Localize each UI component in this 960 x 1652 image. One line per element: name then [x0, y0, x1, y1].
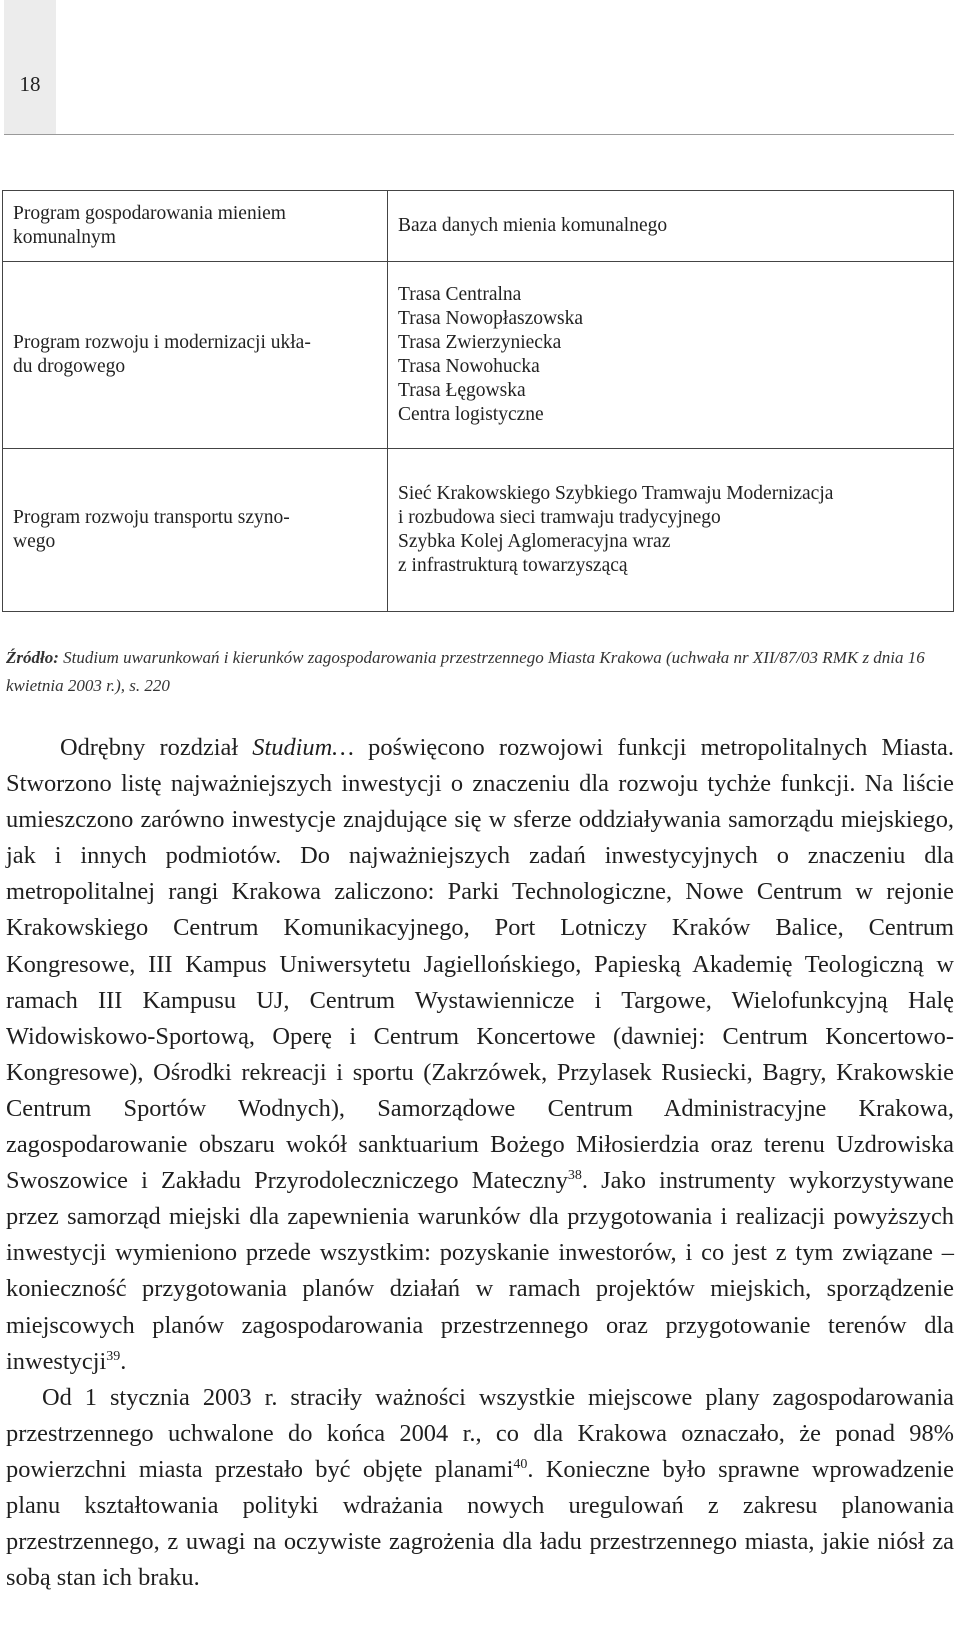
paragraph	[6, 730, 954, 1380]
paragraph-text: . Jako instrumenty wykorzystywane przez samorząd miejski dla zapewnienia warunków dla przygotowania i realizacji powyższych inwestycji wymieniono przede wszystkim: pozyskanie inwestorów, i co jest z tym związane – konieczność przygotowania planów działań w ramach projektów miejskich, sporządzenie miejscowych planów zagospodarowania przestrzennego oraz przygotowanie terenów dla inwestycji	[6, 1167, 954, 1375]
program-line: du drogowego	[13, 356, 126, 377]
items-cell	[388, 262, 954, 449]
item-line: Trasa Nowopłaszowska	[398, 308, 584, 329]
program-line: Program rozwoju i modernizacji ukła-	[13, 332, 311, 353]
item-line: Trasa Nowohucka	[398, 356, 540, 377]
program-line: komunalnym	[13, 227, 116, 248]
paragraph-text: .	[120, 1347, 127, 1375]
footnote-ref[interactable]: 40	[513, 1456, 528, 1472]
paragraph-text: Od 1 stycznia 2003 r. straciły ważności wszystkie miejscowe plany zagospodarowania przestrzennego uchwalone do końca 2004 r., co dla Krakowa oznaczało, że ponad 98% powierzchni miasta przestało być objęte planami	[6, 1383, 954, 1483]
table-row	[3, 449, 954, 612]
item-line: Sieć Krakowskiego Szybkiego Tramwaju Modernizacja	[398, 483, 834, 504]
item-line: Centra logistyczne	[398, 404, 544, 425]
footnote-ref[interactable]: 38	[567, 1168, 582, 1184]
paragraph-text: . Konieczne było sprawne wprowadzenie planu kształtowania polityki wdrażania nowych uregulowań z zakresu planowania przestrzennego, z uwagi na oczywiste zagrożenia dla ładu przestrzennego miasta, jakie niósł za sobą stan ich braku.	[6, 1455, 954, 1592]
header-rule	[4, 134, 954, 135]
item-line: Baza danych mienia komunalnego	[398, 215, 668, 236]
body-text	[6, 730, 954, 1596]
table-row	[3, 191, 954, 262]
item-line: Trasa Łęgowska	[398, 380, 526, 401]
program-line: Program rozwoju transportu szyno-	[13, 507, 290, 528]
program-cell	[3, 191, 388, 262]
item-line: i rozbudowa sieci tramwaju tradycyjnego	[398, 507, 721, 528]
source-note	[6, 644, 954, 700]
item-line: Trasa Zwierzyniecka	[398, 332, 562, 353]
source-label: Źródło:	[6, 648, 59, 667]
page-number-tab	[4, 0, 56, 134]
program-line: Program gospodarowania mieniem	[13, 203, 286, 224]
item-line: Trasa Centralna	[398, 284, 522, 305]
paragraph-text: Odrębny rozdział	[60, 734, 253, 761]
program-table	[2, 190, 954, 612]
item-line: z infrastrukturą towarzyszącą	[398, 555, 628, 576]
paragraph-text: poświęcono rozwojowi funkcji metropolitalnych Miasta. Stworzono listę najważniejszych inwestycji o znaczeniu dla rozwoju tychże funkcji. Na liście umieszczono zarówno inwestycje znajdujące się w sferze oddziaływania samorządu miejskiego, jak i innych podmiotów. Do najważniejszych zadań inwestycyjnych o znaczeniu dla metropolitalnej rangi Krakowa zaliczono: Parki Technologiczne, Nowe Centrum w rejonie Krakowskiego Centrum Komunikacyjnego, Port Lotniczy Kraków Balice, Centrum Kongresowe, III Kampus Uniwersytetu Jagiellońskiego, Papieską Akademię Teologiczną w ramach III Kampusu UJ, Centrum Wystawiennicze i Targowe, Wielofunkcyjną Halę Widowiskowo-Sportową, Operę i Centrum Koncertowe (dawniej: Centrum Koncertowo-Kongresowe), Ośrodki rekreacji i sportu (Zakrzówek, Przylasek Rusiecki, Bagry, Krakowskie Centrum Sportów Wodnych), Samorządowe Centrum Administracyjne Krakowa, zagospodarowanie obszaru wokół sanktuarium Bożego Miłosierdzia oraz terenu Uzdrowiska Swoszowice i Zakładu Przyrodoleczniczego Mateczny	[6, 734, 954, 1195]
items-cell	[388, 191, 954, 262]
items-cell	[388, 449, 954, 612]
program-cell	[3, 449, 388, 612]
footnote-ref[interactable]: 39	[106, 1348, 121, 1364]
source-text: Studium uwarunkowań i kierunków zagospodarowania przestrzennego Miasta Krakowa (uchwała nr XII/87/03 RMK z dnia 16 kwietnia 2003 r.), s. 220	[6, 648, 925, 695]
studium-title: Studium…	[252, 734, 354, 761]
program-line: wego	[13, 531, 56, 552]
program-cell	[3, 262, 388, 449]
item-line: Szybka Kolej Aglomeracyjna wraz	[398, 531, 671, 552]
paragraph	[6, 1380, 954, 1597]
page-number: 18	[19, 72, 41, 96]
table-row	[3, 262, 954, 449]
